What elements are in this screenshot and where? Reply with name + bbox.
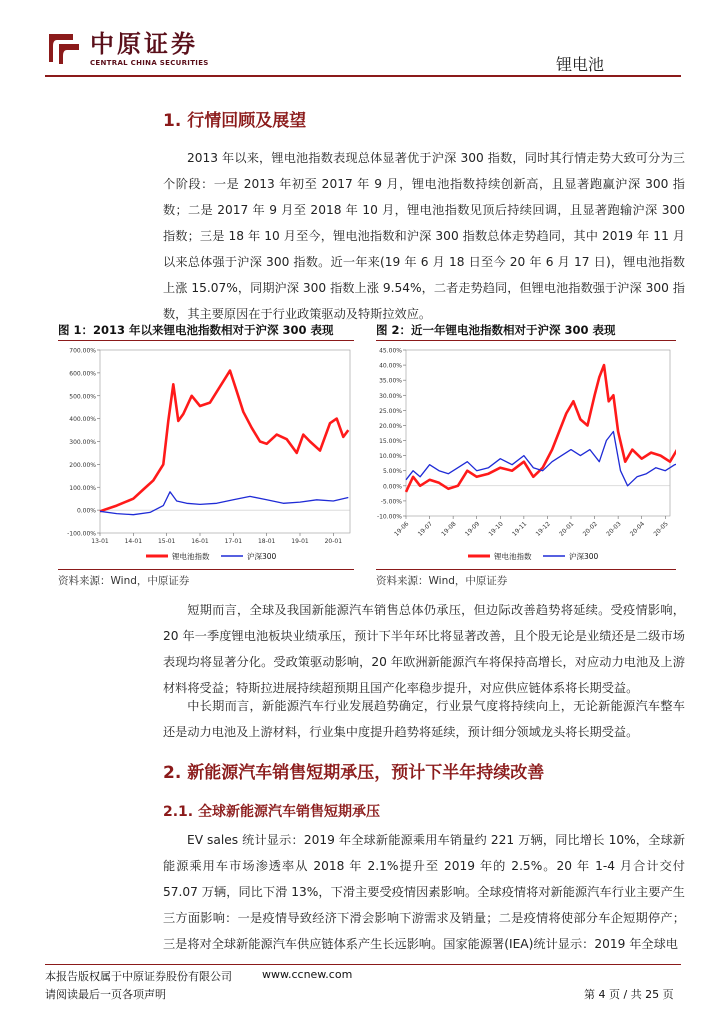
- footer-disclaimer: 请阅读最后一页各项声明: [45, 988, 166, 1001]
- fig2-y-tick-label: 10.00%: [379, 453, 402, 461]
- section-1-paragraph-2-text: 短期而言，全球及我国新能源汽车销售总体仍承压，但边际改善趋势将延续。受疫情影响，20 年一季度锂电池板块业绩承压，预计下半年环比将显著改善，且个股无论是业绩还是二级市场表现均将显著分化。受政策驱动影响，20 年欧洲新能源汽车将保持高增长，对应动力电池及上游材料将受益；特斯拉进展持续超预期且国产化率稳步提升，对应供应链体系将长期受益。: [163, 603, 685, 695]
- fig1-y-tick-label: 300.00%: [69, 439, 96, 446]
- logo-chinese-name: 中原证券: [90, 30, 198, 58]
- section-1-paragraph-3-text: 中长期而言，新能源汽车行业发展趋势确定，行业景气度将持续向上，无论新能源汽车整车还是动力电池及上游材料，行业集中度提升趋势将延续，预计细分领域龙头将长期受益。: [163, 699, 685, 739]
- fig1-x-tick-label: 20-01: [324, 538, 343, 545]
- fig2-y-tick-label: 25.00%: [379, 407, 402, 415]
- fig2-x-tick-label: 20-01: [558, 520, 576, 538]
- fig2-x-tick-label: 19-12: [534, 520, 552, 538]
- fig1-series-line-lithium: [100, 371, 348, 512]
- fig1-y-tick-label: 100.00%: [69, 484, 96, 492]
- section-1-paragraph-1: [163, 145, 685, 327]
- report-topic: 锂电池: [555, 55, 604, 74]
- fig2-y-tick-label: 40.00%: [379, 362, 402, 370]
- fig2-x-tick-label: 20-03: [605, 520, 623, 538]
- figure-1-title: 图 1：2013 年以来锂电池指数相对于沪深 300 表现: [58, 323, 334, 337]
- fig2-y-tick-label: 5.00%: [382, 468, 402, 476]
- fig1-y-tick-label: 400.00%: [69, 416, 96, 424]
- footer-copyright: 本报告版权属于中原证券股份有限公司: [45, 970, 232, 983]
- fig1-x-tick-label: 19-01: [291, 538, 309, 545]
- section-2-1-heading: 2.1. 全球新能源汽车销售短期承压: [163, 804, 380, 820]
- fig2-y-tick-label: 0.00%: [382, 483, 402, 491]
- figure-2-bottom-rule: [376, 569, 676, 570]
- fig1-x-tick-label: 18-01: [257, 538, 276, 545]
- fig1-x-tick-label: 15-01: [157, 538, 176, 545]
- fig1-x-tick-label: 14-01: [124, 538, 143, 545]
- figure-2-chart: [376, 342, 676, 568]
- fig2-x-tick-label: 19-08: [440, 520, 458, 538]
- fig2-y-tick-label: 20.00%: [379, 422, 402, 430]
- fig1-y-tick-label: 500.00%: [69, 393, 96, 401]
- fig2-x-tick-label: 19-06: [393, 520, 411, 538]
- fig1-legend-label-lithium: 锂电池指数: [172, 552, 210, 561]
- fig1-y-tick-label: 0.00%: [76, 507, 96, 515]
- fig2-y-tick-label: 15.00%: [379, 438, 402, 446]
- fig1-y-tick-label: -100.00%: [67, 530, 96, 538]
- fig2-y-tick-label: 35.00%: [379, 377, 402, 385]
- fig2-x-tick-label: 19-07: [416, 520, 434, 538]
- fig2-y-tick-label: -10.00%: [376, 513, 402, 521]
- section-1-heading: 1. 行情回顾及展望: [163, 111, 307, 131]
- fig2-y-tick-label: 30.00%: [379, 392, 402, 400]
- fig2-legend-label-lithium: 锂电池指数: [494, 552, 532, 561]
- figure-1-source: 资料来源：Wind，中原证券: [58, 575, 190, 587]
- figure-2-title: 图 2：近一年锂电池指数相对于沪深 300 表现: [376, 323, 616, 337]
- fig1-x-tick-label: 17-01: [224, 538, 243, 545]
- figure-1-bottom-rule: [58, 569, 354, 570]
- fig2-x-tick-label: 20-04: [628, 520, 647, 538]
- fig2-series-line-csi300: [406, 432, 676, 486]
- fig2-y-tick-label: 45.00%: [379, 347, 402, 355]
- fig1-x-tick-label: 13-01: [91, 538, 109, 545]
- fig2-x-tick-label: 20-02: [581, 520, 599, 538]
- fig2-x-tick-label: 20-05: [652, 520, 670, 538]
- fig1-x-tick-label: 16-01: [191, 538, 209, 545]
- fig2-plot-frame: [406, 350, 670, 516]
- fig2-y-tick-label: -5.00%: [380, 498, 402, 506]
- figure-1-top-rule: [58, 340, 354, 341]
- company-logo-icon: [45, 30, 83, 66]
- fig1-legend-label-csi300: 沪深300: [247, 552, 277, 561]
- fig1-y-tick-label: 600.00%: [69, 370, 96, 378]
- section-2-heading: 2. 新能源汽车销售短期承压，预计下半年持续改善: [163, 763, 545, 783]
- logo-english-name: CENTRAL CHINA SECURITIES: [90, 59, 209, 67]
- fig1-y-tick-label: 700.00%: [69, 347, 96, 355]
- footer-divider: [45, 964, 681, 965]
- fig2-x-tick-label: 19-09: [463, 520, 482, 538]
- fig2-x-tick-label: 19-11: [510, 520, 529, 538]
- section-2-1-paragraph-1-text: EV sales 统计显示：2019 年全球新能源乘用车销量约 221 万辆，同比增长 10%，全球新能源乘用车市场渗透率从 2018 年 2.1%提升至 2019 年的 2.5%。20 年 1-4 月合计交付 57.07 万辆，同比下滑 13%，下滑主要受疫情因素影响。全球疫情将对新能源汽车行业主要产生三方面影响：一是疫情导致经济下滑会影响下游需求及销量；二是疫情将使部分车企短期停产；三是将对全球新能源汽车供应链体系产生长远影响。国家能源署(IEA)统计显示：2019 年全球电: [163, 833, 685, 951]
- section-1-paragraph-2: [163, 597, 685, 701]
- fig1-y-tick-label: 200.00%: [69, 461, 96, 469]
- section-1-paragraph-1-text: 2013 年以来，锂电池指数表现总体显著优于沪深 300 指数，同时其行情走势大致可分为三个阶段：一是 2013 年初至 2017 年 9 月，锂电池指数持续创新高，且显著跑赢沪深 300 指数；二是 2017 年 9 月至 2018 年 10 月，锂电池指数见顶后持续回调，且显著跑输沪深 300 指数；三是 18 年 10 月至今，锂电池指数和沪深 300 指数总体走势趋同，其中 2019 年 11 月以来总体强于沪深 300 指数。近一年来(19 年 6 月 18 日至今 20 年 6 月 17 日)，锂电池指数上涨 15.07%，同期沪深 300 指数上涨 9.54%，二者走势趋同，但锂电池指数强于沪深 300 指数，其主要原因在于行业政策驱动及特斯拉效应。: [163, 151, 685, 321]
- footer-page-number: 第 4 页 / 共 25 页: [584, 988, 674, 1001]
- figure-2-source: 资料来源：Wind，中原证券: [376, 575, 508, 587]
- section-2-1-paragraph-1: [163, 827, 685, 957]
- fig2-x-tick-label: 19-10: [487, 520, 505, 538]
- section-1-paragraph-3: [163, 693, 685, 745]
- figure-2-top-rule: [376, 340, 676, 341]
- figure-1-chart: [58, 342, 354, 568]
- header-divider: [45, 75, 681, 77]
- footer-website-link[interactable]: www.ccnew.com: [262, 968, 353, 981]
- fig2-legend-label-csi300: 沪深300: [569, 552, 599, 561]
